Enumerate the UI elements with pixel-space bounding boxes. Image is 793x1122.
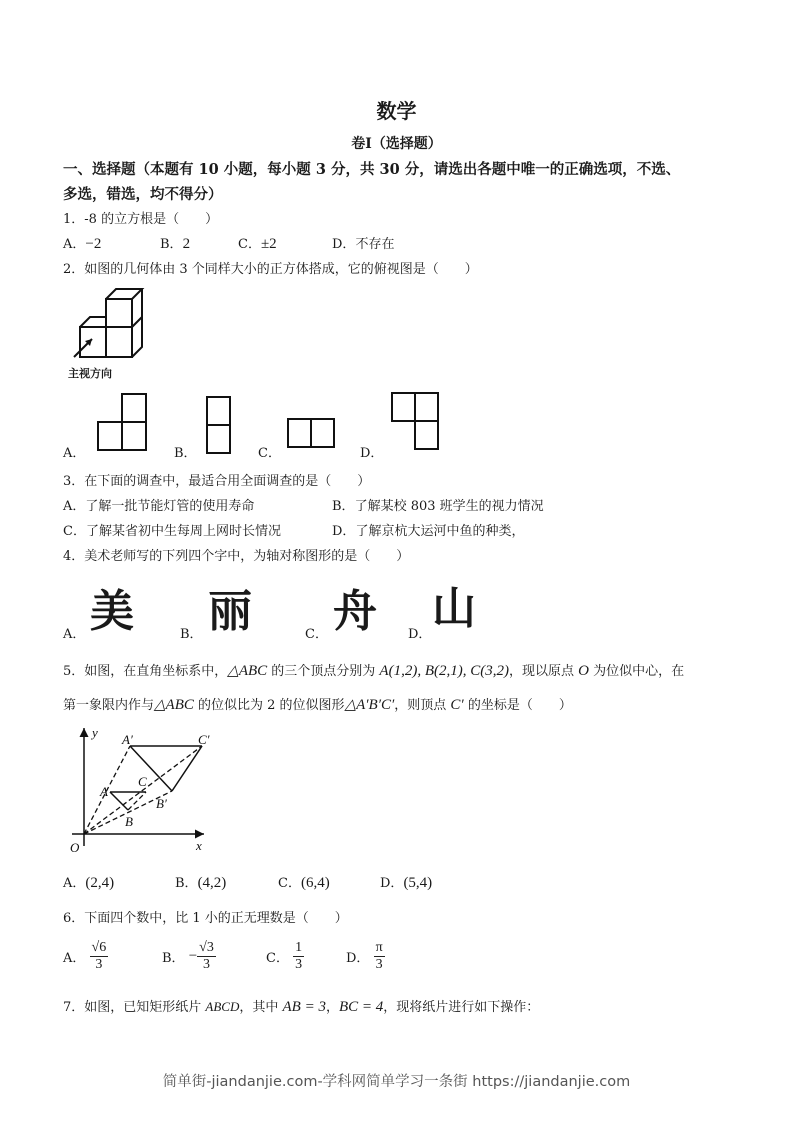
point-c-label: C — [138, 774, 147, 789]
q2-option-d-figure — [391, 392, 441, 452]
origin-label: O — [70, 840, 80, 855]
point-c-prime-label: C′ — [198, 732, 210, 747]
q2-option-a-label: A． — [63, 446, 86, 461]
q4-option-d-label: D． — [408, 627, 432, 642]
q2-option-b-figure — [206, 396, 234, 456]
q1-option-a: A．−2 — [63, 236, 102, 252]
section-heading-line2: 多选，错选，均不得分） — [63, 186, 223, 203]
q5-option-d: D．(5,4) — [380, 875, 433, 891]
page-title: 数学 — [376, 99, 417, 123]
figure-caption-view-direction: 主视方向 — [68, 367, 112, 380]
y-axis-label: y — [92, 725, 98, 740]
q3-option-c: C．了解某省初中生每周上网时长情况 — [63, 524, 281, 539]
footer-watermark: 简单街-jiandanjie.com-学科网简单学习一条街 https://jiandanjie.com — [162, 1074, 631, 1090]
q6-option-d: D． $\frac{\pi}{3}$ — [346, 940, 383, 972]
question-4-stem: 4．美术老师写的下列四个字中，为轴对称图形的是（ ） — [63, 549, 410, 564]
q3-option-d: D．了解京杭大运河中鱼的种类， — [332, 524, 525, 539]
point-b-label: B — [125, 814, 133, 829]
q6-option-b: B． − $\frac{√3}{3}$ — [162, 940, 214, 972]
q3-option-a: A．了解一批节能灯管的使用寿命 — [63, 499, 255, 514]
section-heading-line1: 一、选择题（本题有 10 小题，每小题 3 分，共 30 分，请选出各题中唯一的正确选项，不选、 — [63, 161, 681, 178]
q2-option-b-label: B． — [174, 446, 197, 461]
question-2-stem: 2．如图的几何体由 3 个同样大小的正方体搭成，它的俯视图是（ ） — [63, 262, 478, 277]
q4-option-d-character: 山 — [432, 583, 476, 634]
q1-option-c: C．±2 — [238, 236, 277, 252]
q6-option-a: A． $\frac{√6}{3}$ — [63, 940, 107, 972]
coordinate-figure — [62, 722, 222, 857]
q5-option-b: B．(4,2) — [175, 875, 227, 891]
q1-option-b: B．2 — [160, 236, 191, 252]
question-6-stem: 6．下面四个数中，比 1 小的正无理数是（ ） — [63, 911, 348, 926]
q6-option-c: C． $\frac{1}{3}$ — [266, 940, 303, 972]
q2-option-c-label: C． — [258, 446, 281, 461]
q4-option-a-character: 美 — [90, 586, 134, 637]
q2-option-a-figure — [97, 393, 152, 453]
point-a-prime-label: A′ — [122, 732, 133, 747]
q1-option-d: D．不存在 — [332, 237, 395, 252]
q4-option-b-label: B． — [180, 627, 203, 642]
x-axis-label: x — [196, 838, 202, 853]
question-1-stem: 1．-8 的立方根是（ ） — [63, 212, 219, 227]
q5-option-c: C．(6,4) — [278, 875, 330, 891]
q4-option-b-character: 丽 — [208, 586, 252, 637]
q2-option-d-label: D． — [360, 446, 384, 461]
question-3-stem: 3．在下面的调查中，最适合用全面调查的是（ ） — [63, 474, 371, 489]
question-7-stem: 7．如图，已知矩形纸片 ABCD，其中 AB = 3，BC = 4，现将纸片进行如下操作： — [63, 999, 540, 1015]
q5-option-a: A．(2,4) — [63, 875, 115, 891]
q4-option-c-label: C． — [305, 627, 328, 642]
question-5-stem-line2: 第一象限内作与△ABC 的位似比为 2 的位似图形△A′B′C′，则顶点 C′ 的坐标是（ ） — [63, 697, 572, 713]
point-b-prime-label: B′ — [156, 796, 167, 811]
paper-subtitle: 卷I（选择题） — [351, 136, 442, 152]
q4-option-a-label: A． — [63, 627, 86, 642]
q2-option-c-figure — [287, 418, 337, 450]
cube-stack-figure — [68, 285, 158, 365]
q3-option-b: B．了解某校 803 班学生的视力情况 — [332, 499, 544, 514]
q4-option-c-character: 舟 — [333, 586, 377, 637]
question-5-stem-line1: 5．如图，在直角坐标系中，△ABC 的三个顶点分别为 A(1,2), B(2,1), C(3,2)，现以原点 O 为位似中心，在 — [63, 663, 685, 679]
point-a-label: A — [100, 784, 108, 799]
